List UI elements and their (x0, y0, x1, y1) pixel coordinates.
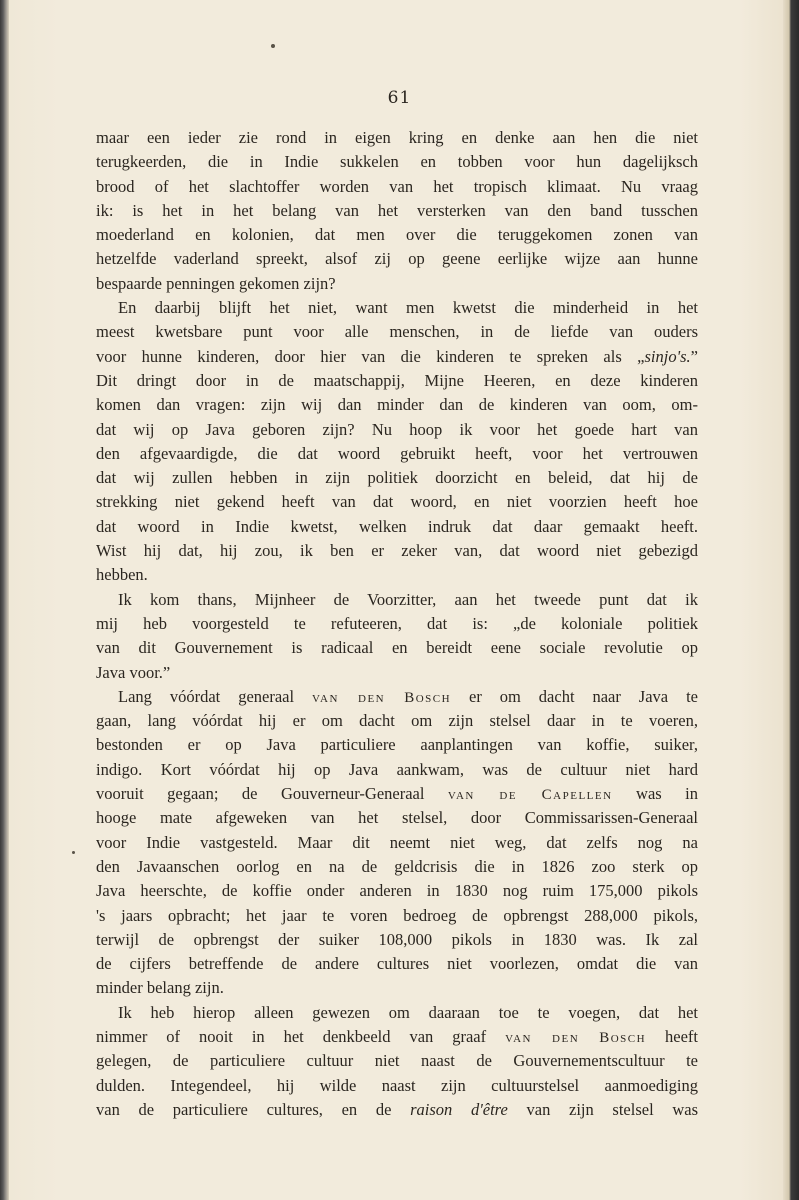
text-line: van de particuliere cultures, en de raison d'être van zijn stelsel was (96, 1099, 699, 1119)
small-caps-name: van den Bosch (505, 1029, 647, 1046)
text-line: 's jaars opbracht; het jaar te voren bedroeg de opbrengst 288,000 pikols, (96, 905, 698, 925)
text-line: voor Indie vastgesteld. Maar dit neemt niet weg, dat zelfs nog na (96, 832, 698, 852)
text-line: Wist hij dat, hij zou, ik ben er zeker van, dat woord niet gebezigd (96, 541, 698, 561)
text-line: bestonden er op Java particuliere aanplantingen van koffie, suiker, (96, 735, 698, 755)
text-line: En daarbij blijft het niet, want men kwetst die minderheid in het (118, 298, 698, 318)
text-line: strekking niet gekend heeft van dat woord, en niet voorzien heeft hoe (96, 492, 698, 512)
text-line: voor hunne kinderen, door hier van die kinderen te spreken als „sinjo's.” (96, 346, 698, 366)
text-line: hooge mate afgeweken van het stelsel, door Commissarissen-Generaal (96, 808, 698, 828)
text-line: dat woord in Indie kwetst, welken indruk dat daar gemaakt heeft. (96, 516, 698, 536)
text-line: de cijfers betreffende de andere cultures niet voorlezen, omdat die van (96, 954, 698, 974)
text-line: Ik kom thans, Mijnheer de Voorzitter, aan het tweede punt dat ik (118, 589, 698, 609)
text-line: Java voor.” (96, 662, 171, 682)
text-line: gelegen, de particuliere cultuur niet naast de Gouvernementscultuur te (96, 1051, 698, 1071)
text-line: terwijl de opbrengst der suiker 108,000 pikols in 1830 was. Ik zal (96, 929, 698, 949)
text-line: komen dan vragen: zijn wij dan minder dan de kinderen van oom, om- (96, 395, 698, 415)
text-line: dat wij zullen hebben in zijn politiek doorzicht en beleid, dat hij de (96, 468, 698, 488)
text-line: Java heerschte, de koffie onder anderen in 1830 nog ruim 175,000 pikols (96, 881, 698, 901)
text-line: gaan, lang vóórdat hij er om dacht om zijn stelsel daar in te voeren, (96, 711, 698, 731)
small-caps-name: van den Bosch (312, 689, 452, 706)
italic-term: raison d'être (410, 1099, 508, 1119)
text-line: dulden. Integendeel, hij wilde naast zijn cultuurstelsel aanmoediging (96, 1075, 698, 1095)
scan-edge (783, 0, 799, 1200)
text-line: vooruit gegaan; de Gouverneur-Generaal van de Capellen was in (96, 784, 699, 804)
body-text (96, 126, 698, 1122)
text-line: hebben. (96, 565, 148, 585)
text-line: dat wij op Java geboren zijn? Nu hoop ik voor het goede hart van (96, 419, 698, 439)
text-line: mij heb voorgesteld te refuteeren, dat is: „de koloniale politiek (96, 613, 698, 633)
text-line: maar een ieder zie rond in eigen kring en denke aan hen die niet (96, 128, 698, 147)
text-line: brood of het slachtoffer worden van het tropisch klimaat. Nu vraag (96, 176, 698, 196)
text-line: den afgevaardigde, die dat woord gebruikt heeft, voor het vertrouwen (96, 443, 698, 463)
page-number: 61 (387, 88, 412, 108)
text-line: indigo. Kort vóórdat hij op Java aankwam, was de cultuur niet hard (96, 759, 698, 779)
text-line: Lang vóórdat generaal van den Bosch er om dacht naar Java te (118, 686, 698, 706)
binding-edge (0, 0, 9, 1200)
text-line: terugkeerden, die in Indie sukkelen en tobben voor hun dagelijksch (96, 152, 698, 172)
text-line: Dit dringt door in de maatschappij, Mijne Heeren, en deze kinderen (96, 370, 698, 390)
paper-speck (72, 851, 75, 854)
italic-term: sinjo's. (644, 346, 691, 366)
small-caps-name: van de Capellen (447, 787, 613, 804)
text-line: van dit Gouvernement is radicaal en bereidt eene sociale revolutie op (96, 638, 698, 658)
text-line: bespaarde penningen gekomen zijn? (96, 273, 336, 293)
text-line: ik: is het in het belang van het versterken van den band tusschen (96, 200, 698, 220)
paper-speck (271, 44, 275, 48)
text-line: hetzelfde vaderland spreekt, alsof zij op geene eerlijke wijze aan hunne (96, 249, 698, 269)
text-line: Ik heb hierop alleen gewezen om daaraan toe te voegen, dat het (118, 1002, 698, 1022)
text-line: moederland en kolonien, dat men over die teruggekomen zonen van (96, 225, 698, 245)
text-line: minder belang zijn. (96, 978, 224, 998)
text-line: den Javaanschen oorlog en na de geldcrisis die in 1826 zoo sterk op (96, 856, 698, 876)
text-line: meest kwetsbare punt voor alle menschen, in de liefde van ouders (96, 322, 698, 342)
text-line: nimmer of nooit in het denkbeeld van graaf van den Bosch heeft (96, 1026, 698, 1046)
